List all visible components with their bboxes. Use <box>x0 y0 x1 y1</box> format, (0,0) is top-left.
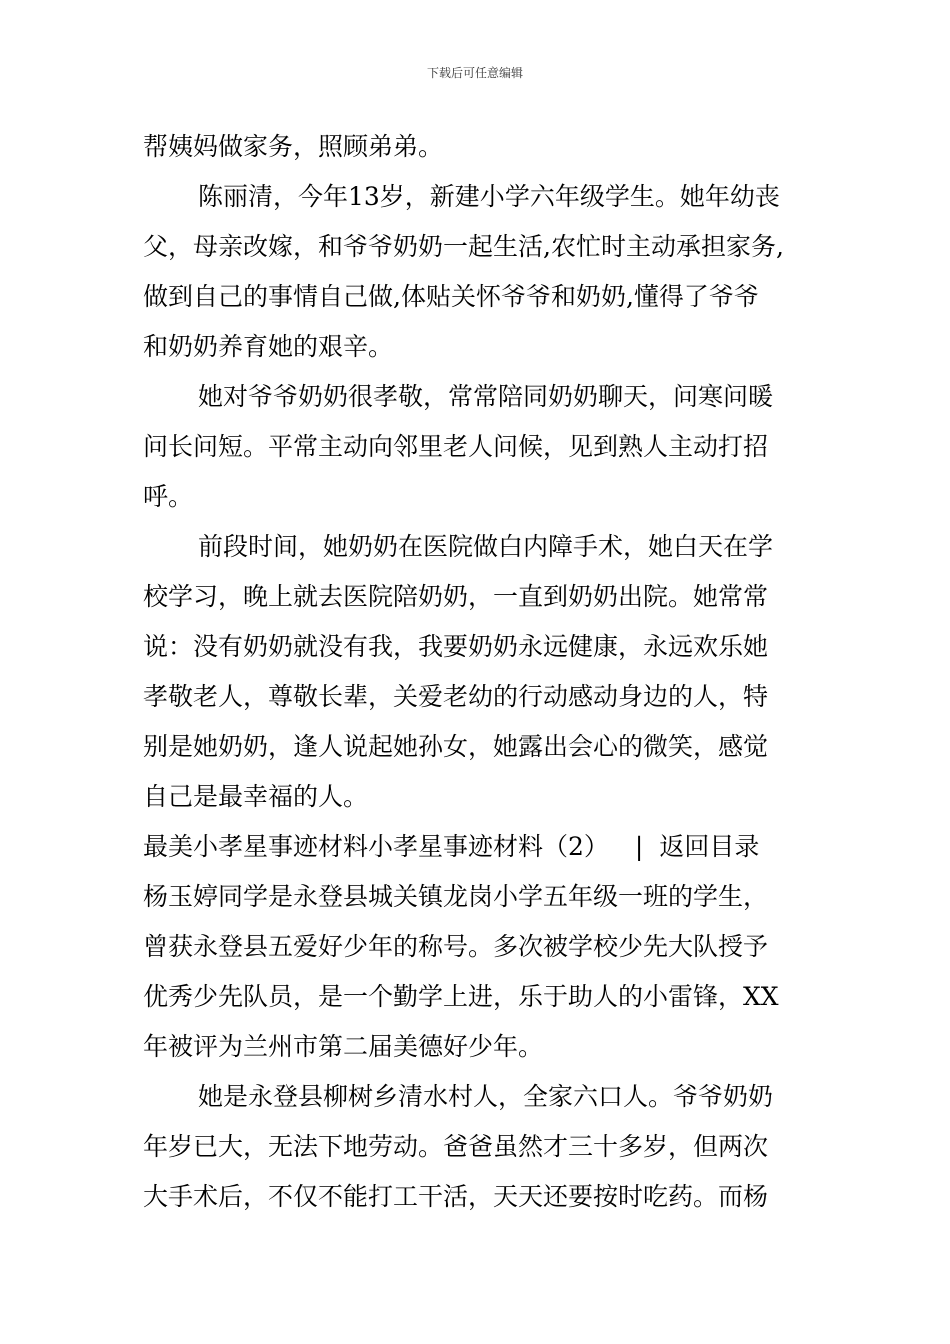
paragraph-line: 她是永登县柳树乡清水村人，全家六口人。爷爷奶奶 <box>198 1082 774 1111</box>
paragraph-line: 曾获永登县五爱好少年的称号。多次被学校少先大队授予 <box>143 932 769 961</box>
paragraph-line: 别是她奶奶，逢人说起她孙女，她露出会心的微笑，感觉 <box>143 732 769 761</box>
paragraph-line: 说：没有奶奶就没有我，我要奶奶永远健康，永远欢乐她 <box>143 632 769 661</box>
paragraph-line: 她对爷爷奶奶很孝敬，常常陪同奶奶聊天，问寒问暖 <box>198 382 774 411</box>
paragraph-line: 自己是最幸福的人。 <box>143 782 369 811</box>
paragraph-line: 年岁已大，无法下地劳动。爸爸虽然才三十多岁，但两次 <box>143 1132 769 1161</box>
paragraph-line: 优秀少先队员，是一个勤学上进，乐于助人的小雷锋，XX <box>143 982 779 1011</box>
return-to-contents-link[interactable]: 返回目录 <box>659 832 760 861</box>
paragraph-line: 孝敬老人，尊敬长辈，关爱老幼的行动感动身边的人，特 <box>143 682 769 711</box>
paragraph-line: 大手术后，不仅不能打工干活，天天还要按时吃药。而杨 <box>143 1182 769 1211</box>
section-heading <box>143 832 759 862</box>
section-title: 最美小孝星事迹材料小孝星事迹材料（2） <box>143 832 609 861</box>
paragraph-line: 陈丽清，今年13岁，新建小学六年级学生。她年幼丧 <box>198 182 780 211</box>
paragraph-line: 杨玉婷同学是永登县城关镇龙岗小学五年级一班的学生， <box>143 882 769 911</box>
paragraph-line: 帮姨妈做家务，照顾弟弟。 <box>143 132 444 161</box>
paragraph-line: 前段时间，她奶奶在医院做白内障手术，她白天在学 <box>198 532 774 561</box>
paragraph-line: 呼。 <box>143 482 194 511</box>
page-header: 下载后可任意编辑 <box>426 66 523 80</box>
paragraph-line: 校学习，晚上就去医院陪奶奶，一直到奶奶出院。她常常 <box>143 582 769 611</box>
paragraph-line: 问长问短。平常主动向邻里老人问候，见到熟人主动打招 <box>143 432 769 461</box>
paragraph-line: 做到自己的事情自己做,体贴关怀爷爷和奶奶,懂得了爷爷 <box>143 282 759 311</box>
paragraph-line: 年被评为兰州市第二届美德好少年。 <box>143 1032 544 1061</box>
paragraph-line: 和奶奶养育她的艰辛。 <box>143 332 394 361</box>
paragraph-line: 父，母亲改嫁，和爷爷奶奶一起生活,农忙时主动承担家务, <box>143 232 784 261</box>
heading-separator: | <box>634 832 644 861</box>
